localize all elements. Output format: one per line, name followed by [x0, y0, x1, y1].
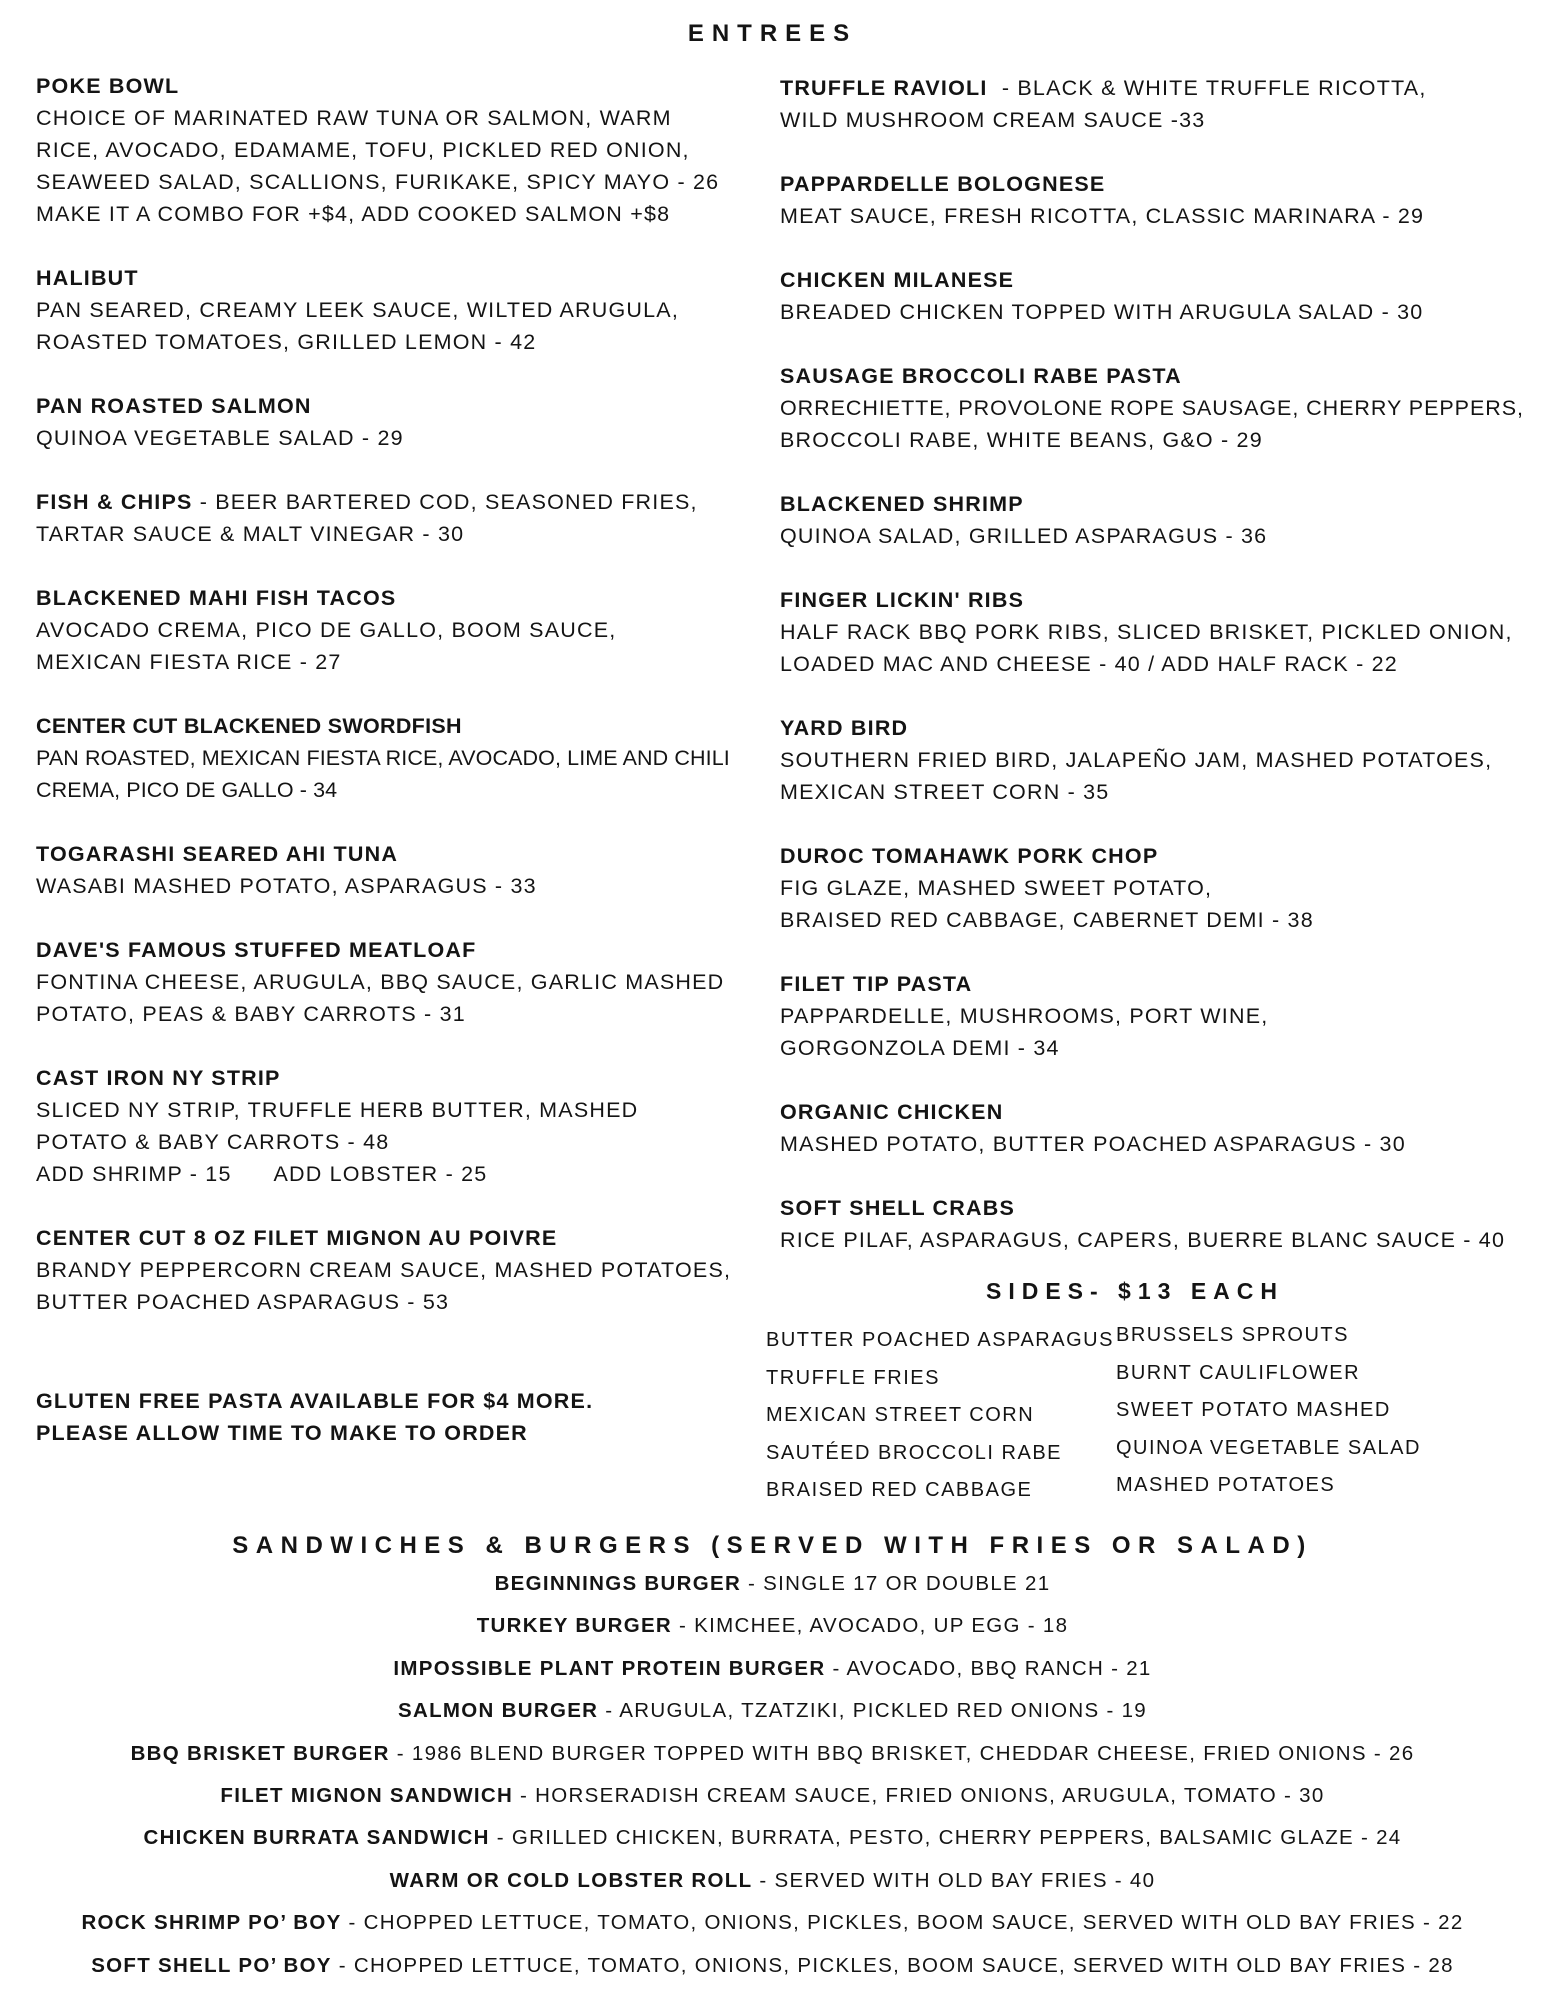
item-name: BEGINNINGS BURGER [494, 1572, 742, 1595]
item-desc: - 1986 BLEND BURGER TOPPED WITH BBQ BRISKET, CHEDDAR CHEESE, FRIED ONIONS - 26 [389, 1741, 1415, 1765]
item-name: FISH & CHIPS [36, 490, 193, 514]
item-desc: - CHOPPED LETTUCE, TOMATO, ONIONS, PICKLES, BOOM SAUCE, SERVED WITH OLD BAY FRIES - 28 [331, 1953, 1454, 1977]
item-name: DAVE'S FAMOUS STUFFED MEATLOAF [36, 938, 477, 962]
burgers-list [0, 1563, 1545, 1987]
item-desc: BUTTER POACHED ASPARAGUS - 53 [36, 1290, 450, 1314]
item-desc: - HORSERADISH CREAM SAUCE, FRIED ONIONS, ARUGULA, TOMATO - 30 [513, 1784, 1325, 1808]
item-desc: BRAISED RED CABBAGE, CABERNET DEMI - 38 [780, 908, 1314, 932]
item-desc: FIG GLAZE, MASHED SWEET POTATO, [780, 876, 1213, 900]
item-desc: CHOICE OF MARINATED RAW TUNA OR SALMON, WARM [36, 106, 672, 130]
item-desc: POTATO, PEAS & BABY CARROTS - 31 [36, 1002, 466, 1026]
item-name: DUROC TOMAHAWK PORK CHOP [780, 844, 1159, 868]
item-desc: WILD MUSHROOM CREAM SAUCE -33 [780, 108, 1206, 132]
menu-item [780, 488, 1540, 552]
menu-item [36, 262, 756, 358]
item-name: IMPOSSIBLE PLANT PROTEIN BURGER [393, 1656, 826, 1680]
item-name: ROCK SHRIMP PO’ BOY [81, 1911, 342, 1935]
burger-item [0, 1563, 1545, 1605]
sides-column-1 [766, 1322, 1126, 1510]
note-line: GLUTEN FREE PASTA AVAILABLE FOR $4 MORE. [36, 1389, 594, 1413]
burger-item [0, 1605, 1545, 1647]
item-desc: MEAT SAUCE, FRESH RICOTTA, CLASSIC MARINARA - 29 [780, 204, 1425, 228]
entrees-right-column [780, 72, 1540, 1288]
burger-item [0, 1775, 1545, 1817]
burger-item [0, 1817, 1545, 1859]
item-desc: BRANDY PEPPERCORN CREAM SAUCE, MASHED POTATOES, [36, 1258, 732, 1282]
item-name: TURKEY BURGER [476, 1614, 673, 1638]
menu-item [780, 360, 1540, 456]
item-desc: MAKE IT A COMBO FOR +$4, ADD COOKED SALMON +$8 [36, 202, 671, 226]
item-name: ORGANIC CHICKEN [780, 1100, 1004, 1124]
burgers-heading: SANDWICHES & BURGERS (SERVED WITH FRIES OR SALAD) [232, 1532, 1313, 1559]
menu-item [36, 710, 756, 806]
side-item: BRAISED RED CABBAGE [766, 1479, 1033, 1501]
item-desc: HALF RACK BBQ PORK RIBS, SLICED BRISKET, PICKLED ONION, [780, 620, 1513, 644]
item-desc: - BEER BARTERED COD, SEASONED FRIES, [192, 490, 698, 514]
side-item: MASHED POTATOES [1116, 1474, 1336, 1496]
side-item: QUINOA VEGETABLE SALAD [1116, 1436, 1421, 1459]
item-desc: PAN ROASTED, MEXICAN FIESTA RICE, AVOCADO, LIME AND CHILI [36, 746, 730, 770]
item-name: SOFT SHELL CRABS [780, 1196, 1016, 1220]
item-name: SOFT SHELL PO’ BOY [91, 1953, 332, 1977]
item-name: BLACKENED MAHI FISH TACOS [36, 586, 397, 610]
note-line: PLEASE ALLOW TIME TO MAKE TO ORDER [36, 1421, 528, 1445]
menu-item [36, 486, 756, 550]
item-desc: PAN SEARED, CREAMY LEEK SAUCE, WILTED ARUGULA, [36, 298, 680, 322]
side-item: MEXICAN STREET CORN [766, 1404, 1035, 1426]
item-desc: - GRILLED CHICKEN, BURRATA, PESTO, CHERRY PEPPERS, BALSAMIC GLAZE - 24 [489, 1826, 1402, 1850]
item-name: CHICKEN MILANESE [780, 268, 1015, 292]
item-desc: BROCCOLI RABE, WHITE BEANS, G&O - 29 [780, 428, 1263, 452]
item-desc: POTATO & BABY CARROTS - 48 [36, 1130, 390, 1154]
item-desc: MEXICAN FIESTA RICE - 27 [36, 650, 342, 674]
entrees-left-column [36, 70, 756, 1350]
item-name: SAUSAGE BROCCOLI RABE PASTA [780, 364, 1182, 388]
item-desc: TARTAR SAUCE & MALT VINEGAR - 30 [36, 522, 465, 546]
menu-item [780, 72, 1540, 136]
side-item: SWEET POTATO MASHED [1116, 1399, 1391, 1421]
item-desc: ORRECHIETTE, PROVOLONE ROPE SAUSAGE, CHERRY PEPPERS, [780, 396, 1524, 420]
burger-item [0, 1945, 1545, 1987]
burger-item [0, 1902, 1545, 1944]
side-item: SAUTÉED BROCCOLI RABE [766, 1441, 1063, 1464]
menu-item [36, 838, 756, 902]
menu-item [780, 840, 1540, 936]
menu-item [780, 1192, 1540, 1256]
item-desc: CREMA, PICO DE GALLO - 34 [36, 778, 338, 802]
item-desc: LOADED MAC AND CHEESE - 40 / ADD HALF RACK - 22 [780, 652, 1398, 676]
item-desc: RICE PILAF, ASPARAGUS, CAPERS, BUERRE BLANC SAUCE - 40 [780, 1228, 1506, 1252]
item-name: CAST IRON NY STRIP [36, 1066, 281, 1090]
menu-item [780, 168, 1540, 232]
item-name: FILET MIGNON SANDWICH [220, 1784, 514, 1808]
menu-item [780, 712, 1540, 808]
item-desc: WASABI MASHED POTATO, ASPARAGUS - 33 [36, 874, 537, 898]
item-name: POKE BOWL [36, 74, 180, 98]
item-name: TOGARASHI SEARED AHI TUNA [36, 842, 399, 866]
item-desc: - BLACK & WHITE TRUFFLE RICOTTA, [987, 76, 1427, 100]
item-name: PAN ROASTED SALMON [36, 394, 312, 418]
side-item: BUTTER POACHED ASPARAGUS [766, 1329, 1114, 1351]
item-desc: SEAWEED SALAD, SCALLIONS, FURIKAKE, SPICY MAYO - 26 [36, 170, 720, 194]
item-name: CHICKEN BURRATA SANDWICH [143, 1826, 490, 1850]
item-desc: MASHED POTATO, BUTTER POACHED ASPARAGUS - 30 [780, 1132, 1406, 1156]
menu-item [36, 1222, 756, 1318]
item-desc: - AVOCADO, BBQ RANCH - 21 [825, 1656, 1152, 1680]
item-name: WARM OR COLD LOBSTER ROLL [389, 1868, 753, 1892]
side-item: BURNT CAULIFLOWER [1116, 1361, 1361, 1384]
item-name: YARD BIRD [780, 716, 909, 740]
item-name: BBQ BRISKET BURGER [130, 1741, 390, 1765]
burger-item [0, 1860, 1545, 1902]
item-desc: SOUTHERN FRIED BIRD, JALAPEÑO JAM, MASHED POTATOES, [780, 748, 1493, 772]
item-desc: RICE, AVOCADO, EDAMAME, TOFU, PICKLED RED ONION, [36, 138, 690, 162]
item-desc: QUINOA SALAD, GRILLED ASPARAGUS - 36 [780, 524, 1268, 548]
item-name: TRUFFLE RAVIOLI [780, 76, 988, 100]
menu-item [780, 584, 1540, 680]
entrees-heading: ENTREES [687, 20, 858, 47]
item-desc: QUINOA VEGETABLE SALAD - 29 [36, 426, 404, 450]
menu-item [36, 582, 756, 678]
item-name: CENTER CUT BLACKENED SWORDFISH [36, 714, 462, 738]
item-name: BLACKENED SHRIMP [780, 492, 1024, 516]
item-name: HALIBUT [36, 266, 139, 290]
sides-heading: SIDES- $13 EACH [985, 1278, 1284, 1304]
burger-item [0, 1733, 1545, 1775]
burger-item [0, 1690, 1545, 1732]
item-name: PAPPARDELLE BOLOGNESE [780, 172, 1106, 196]
menu-item [36, 1062, 756, 1190]
menu-item [780, 968, 1540, 1064]
item-desc: - ARUGULA, TZATZIKI, PICKLED RED ONIONS - 19 [598, 1699, 1147, 1723]
item-name: FILET TIP PASTA [780, 972, 973, 996]
item-desc: ROASTED TOMATOES, GRILLED LEMON - 42 [36, 330, 537, 354]
item-desc: - CHOPPED LETTUCE, TOMATO, ONIONS, PICKLES, BOOM SAUCE, SERVED WITH OLD BAY FRIES - 22 [341, 1911, 1464, 1935]
item-desc: FONTINA CHEESE, ARUGULA, BBQ SAUCE, GARLIC MASHED [36, 970, 725, 994]
side-item: BRUSSELS SPROUTS [1116, 1324, 1349, 1346]
item-desc: - SERVED WITH OLD BAY FRIES - 40 [752, 1868, 1156, 1892]
item-name: SALMON BURGER [398, 1699, 599, 1723]
item-name: FINGER LICKIN' RIBS [780, 588, 1025, 612]
item-desc: GORGONZOLA DEMI - 34 [780, 1036, 1060, 1060]
item-desc: - SINGLE 17 OR DOUBLE 21 [741, 1572, 1051, 1595]
item-desc: MEXICAN STREET CORN - 35 [780, 780, 1110, 804]
menu-item [780, 264, 1540, 328]
menu-item [36, 70, 756, 230]
item-desc: - KIMCHEE, AVOCADO, UP EGG - 18 [672, 1614, 1069, 1638]
menu-item [780, 1096, 1540, 1160]
item-desc: BREADED CHICKEN TOPPED WITH ARUGULA SALAD - 30 [780, 300, 1424, 324]
menu-item [36, 934, 756, 1030]
item-desc: PAPPARDELLE, MUSHROOMS, PORT WINE, [780, 1004, 1269, 1028]
item-desc: SLICED NY STRIP, TRUFFLE HERB BUTTER, MASHED [36, 1098, 639, 1122]
item-name: CENTER CUT 8 OZ FILET MIGNON AU POIVRE [36, 1226, 558, 1250]
item-desc: ADD SHRIMP - 15 ADD LOBSTER - 25 [36, 1162, 488, 1186]
side-item: TRUFFLE FRIES [766, 1366, 940, 1389]
menu-item [36, 390, 756, 454]
item-desc: AVOCADO CREMA, PICO DE GALLO, BOOM SAUCE, [36, 618, 617, 642]
burger-item [0, 1648, 1545, 1690]
sides-column-2 [1116, 1317, 1476, 1505]
gluten-free-note [36, 1385, 756, 1449]
